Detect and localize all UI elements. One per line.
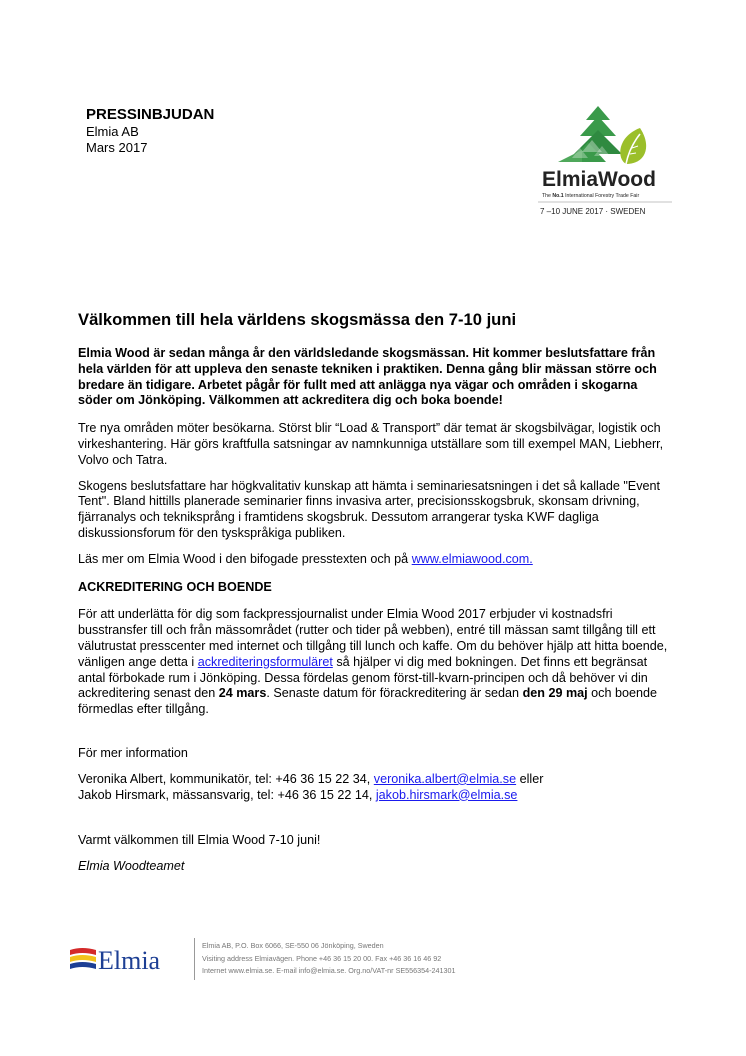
footer-address: Elmia AB, P.O. Box 6066, SE-550 06 Jönköping, Sweden Visiting address Elmiavägen. Phone +46 36 15 20 00. Fax +46 36 16 46 92 Internet www.elmia.se. E-mail info@elmia.se. Org.no/VAT-nr SE556354-241301 xyxy=(202,941,456,976)
document-date: Mars 2017 xyxy=(86,140,148,155)
logo-wordmark: ElmiaWood xyxy=(542,168,656,191)
paragraph-accreditation: För att underlätta för dig som fackpressjournalist under Elmia Wood 2017 erbjuder vi kostnadsfri busstransfer till och från mässområdet (rutter och tider på webben), entré till mässan samt tillgång till ett välutrustat presscenter med internet och tillgång till lunch och kaffe. Om du behöver hjälp att hitta boende, vänligen ange detta i ackrediteringsformuläret så hjälper vi dig med bokningen. Det finns ett begränsat antal förbokade rum i Jönköping. Dessa fördelas genom först-till-kvarn-principen och då behöver vi din ackreditering senast den 24 mars. Senaste datum för förackreditering är sedan den 29 maj och boende förmedlas efter tillgång. xyxy=(78,607,668,717)
tree-icon xyxy=(558,106,622,162)
accreditation-heading: ACKREDITERING OCH BOENDE xyxy=(78,579,272,594)
sender-org: Elmia AB xyxy=(86,124,139,139)
elmia-logo xyxy=(70,944,190,974)
document-type: PRESSINBJUDAN xyxy=(86,106,215,123)
contact-jakob: Jakob Hirsmark, mässansvarig, tel: +46 36 15 22 14, jakob.hirsmark@elmia.se xyxy=(78,787,518,802)
logo-dates: 7 –10 JUNE 2017 · SWEDEN xyxy=(540,207,646,216)
signature: Elmia Woodteamet xyxy=(78,859,185,874)
press-release-body xyxy=(78,310,668,875)
email-link-jakob[interactable]: jakob.hirsmark@elmia.se xyxy=(375,787,518,802)
elmia-flag-icon xyxy=(70,948,96,969)
elmia-wordmark: Elmia xyxy=(98,946,161,974)
sender-block xyxy=(86,106,214,156)
deadline-preaccreditation: den 29 maj xyxy=(522,686,588,701)
footer-divider xyxy=(194,938,195,980)
contact-heading: För mer information xyxy=(78,745,188,760)
closing-greeting: Varmt välkommen till Elmia Wood 7-10 juni! xyxy=(78,833,321,848)
contact-veronika: Veronika Albert, kommunikatör, tel: +46 36 15 22 34, veronika.albert@elmia.se eller xyxy=(78,771,544,786)
leaf-icon xyxy=(620,128,646,164)
lead-paragraph: Elmia Wood är sedan många år den världsledande skogsmässan. Hit kommer beslutsfattare från hela världen för att uppleva den senaste tekniken i praktiken. Denna gång blir mässan större och bredare än tidigare. Arbetet pågår för fullt med att anlägga nya vägar och områden i skogarna söder om Jönköping. Välkommen att ackreditera dig och boka boende! xyxy=(78,346,657,408)
elmiawood-website-link[interactable]: www.elmiawood.com. xyxy=(411,551,533,566)
paragraph-new-areas: Tre nya områden möter besökarna. Störst blir “Load & Transport” där temat är skogsbilvägar, logistik och virkeshantering. Här görs kraftfulla satsningar av namnkunniga utställare som till exempel MAN, Liebherr, Volvo och Tatra. xyxy=(78,421,664,467)
article-heading: Välkommen till hela världens skogsmässa den 7-10 juni xyxy=(78,310,517,329)
accreditation-form-link[interactable]: ackrediteringsformuläret xyxy=(197,654,333,669)
email-link-veronika[interactable]: veronika.albert@elmia.se xyxy=(373,771,517,786)
deadline-accreditation: 24 mars xyxy=(218,686,267,701)
elmiawood-logo xyxy=(536,106,676,221)
paragraph-read-more: Läs mer om Elmia Wood i den bifogade presstexten och på www.elmiawood.com. xyxy=(78,551,533,566)
logo-tagline: The No.1 International Forestry Trade Fair xyxy=(542,193,640,199)
paragraph-seminars: Skogens beslutsfattare har högkvalitativ kunskap att hämta i seminariesatsningen i det så kallade "Event Tent". Bland hittills planerade seminarier finns invasiva arter, precisionsskogsbruk, skonsam drivning, fjärranalys och tekniksprång i framtidens skogsbruk. Dessutom arrangerar tyska KWF dagliga diskussionsforum för den tyskspråkiga publiken. xyxy=(78,478,661,540)
